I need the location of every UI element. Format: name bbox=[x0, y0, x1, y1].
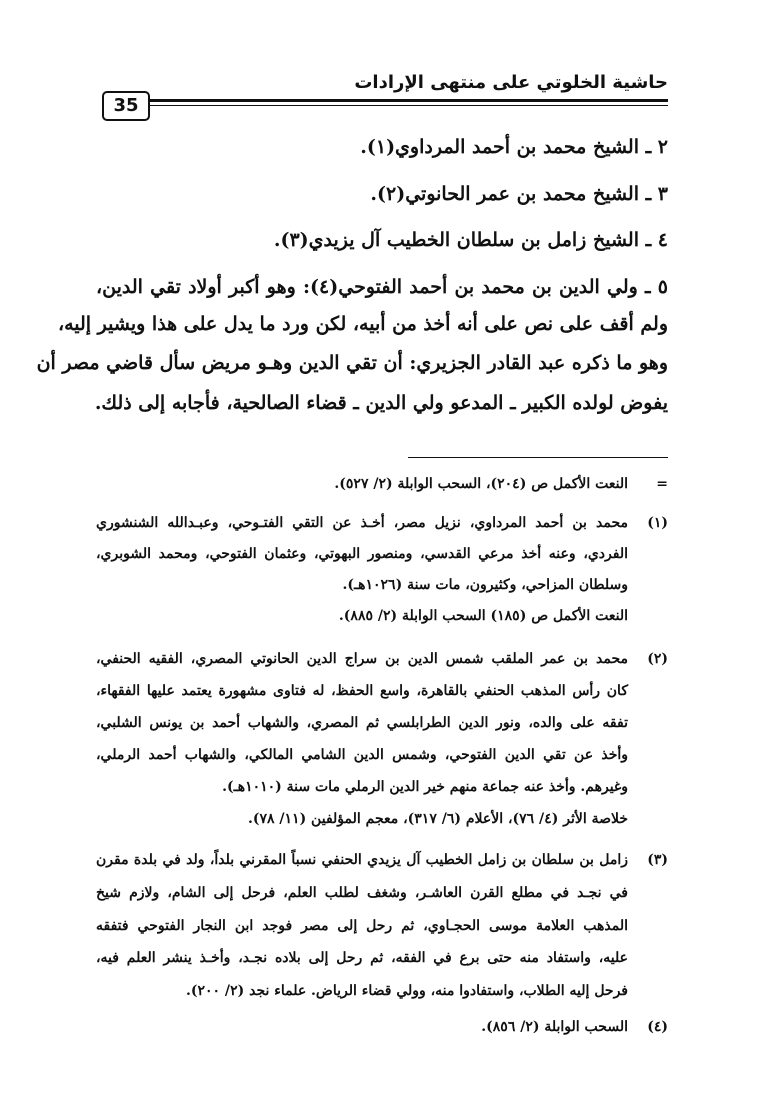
footnote-line: وأخذ عن تقي الدين الفتوحي، وشمس الدين الشامي المالكي، والشهاب أحمد الرملي، bbox=[96, 747, 628, 763]
footnote-line: خلاصة الأثر (٤/ ٧٦)، الأعلام (٦/ ٣١٧)، معجم المؤلفين (١١/ ٧٨). bbox=[247, 811, 628, 827]
body-line: ٢ ـ الشيخ محمد بن أحمد المرداوي(١). bbox=[360, 136, 668, 158]
body-line: ٣ ـ الشيخ محمد بن عمر الحانوتي(٢). bbox=[370, 183, 668, 205]
footnote-line: عليه، واستفاد منه حتى برع في الفقه، ثم رحل إلى بلاده نجـد، وأخـذ ينشر العلم فيه، bbox=[96, 950, 628, 966]
footnote-separator bbox=[408, 457, 668, 458]
footnote-line: محمد بن عمر الملقب شمس الدين بن سراج الدين الحانوتي المصري، الفقيه الحنفي، bbox=[96, 651, 628, 667]
footnote-line: فرحل إليه الطلاب، واستفادوا منه، وولي قضاء الرياض. علماء نجد (٢/ ٢٠٠). bbox=[186, 983, 628, 999]
footnote-line: في نجـد في مطلع القرن العاشـر، وشغف لطلب العلم، فرحل إلى الشام، ولازم شيخ bbox=[96, 885, 628, 901]
footnote-line: محمد بن أحمد المرداوي، نزيل مصر، أخـذ عن التقي الفتـوحي، وعبـدالله الشنشوري bbox=[96, 515, 628, 531]
footnote-number: (٢) bbox=[647, 651, 668, 667]
footnote-number: (٣) bbox=[647, 852, 668, 868]
footnote-line: السحب الوابلة (٢/ ٨٥٦). bbox=[481, 1019, 628, 1035]
footnote-line: المذهب العلامة موسى الحجـاوي، ثم رحل إلى مصر فوجد ابن النجار الفتوحي فتفقه bbox=[96, 918, 628, 934]
footnote-line: الفردي، وعنه أخذ مرعي القدسي، ومنصور البهوتي، وعثمان الفتوحي، ومحمد الشوبري، bbox=[96, 546, 628, 562]
footnote-line: وسلطان المزاحي، وكثيرون، مات سنة (١٠٢٦هـ). bbox=[342, 577, 628, 593]
body-line: ولم أقف على نص على أنه أخذ من أبيه، لكن ورد ما يدل على هذا ويشير إليه، bbox=[57, 313, 668, 335]
footnote-line: كان رأس المذهب الحنفي بالقاهرة، واسع الحفظ، له فتاوى مشهورة يعتمد عليها الفقهاء، bbox=[96, 683, 628, 699]
body-line: ٥ ـ ولي الدين بن محمد بن أحمد الفتوحي(٤): وهو أكبر أولاد تقي الدين، bbox=[96, 276, 668, 298]
body-line: وهو ما ذكره عبد القادر الجزيري: أن تقي الدين وهـو مريض سأل قاضي مصر أن bbox=[36, 352, 668, 374]
footnote-line: النعت الأكمل ص (٢٠٤)، السحب الوابلة (٢/ ٥٢٧). bbox=[334, 476, 628, 492]
footnote-line: وغيرهم. وأخذ عنه جماعة منهم خير الدين الرملي مات سنة (١٠١٠هـ). bbox=[222, 779, 628, 795]
footnote-number: (٤) bbox=[647, 1019, 668, 1035]
header-rule-thick bbox=[150, 99, 668, 102]
body-line: ٤ ـ الشيخ زامل بن سلطان الخطيب آل يزيدي(٣). bbox=[273, 229, 668, 251]
footnote-continuation-marker: = bbox=[656, 476, 668, 492]
footnote-line: زامل بن سلطان بن زامل الخطيب آل يزيدي الحنفي نسباً المقرني بلداً، ولد في بلدة مقرن bbox=[96, 852, 628, 868]
footnote-number: (١) bbox=[647, 515, 668, 531]
header-rule-thin bbox=[150, 105, 668, 106]
page-number: 35 bbox=[102, 91, 150, 121]
footnote-line: النعت الأكمل ص (١٨٥) السحب الوابلة (٢/ ٨٨٥). bbox=[338, 608, 628, 624]
footnote-line: تفقه على والده، ونور الدين الطرابلسي ثم المصري، والشهاب أحمد بن يونس الشلبي، bbox=[96, 715, 628, 731]
body-line: يفوض لولده الكبير ـ المدعو ولي الدين ـ قضاء الصالحية، فأجابه إلى ذلك. bbox=[94, 392, 668, 414]
running-header-title: حاشية الخلوتي على منتهى الإرادات bbox=[354, 72, 668, 93]
